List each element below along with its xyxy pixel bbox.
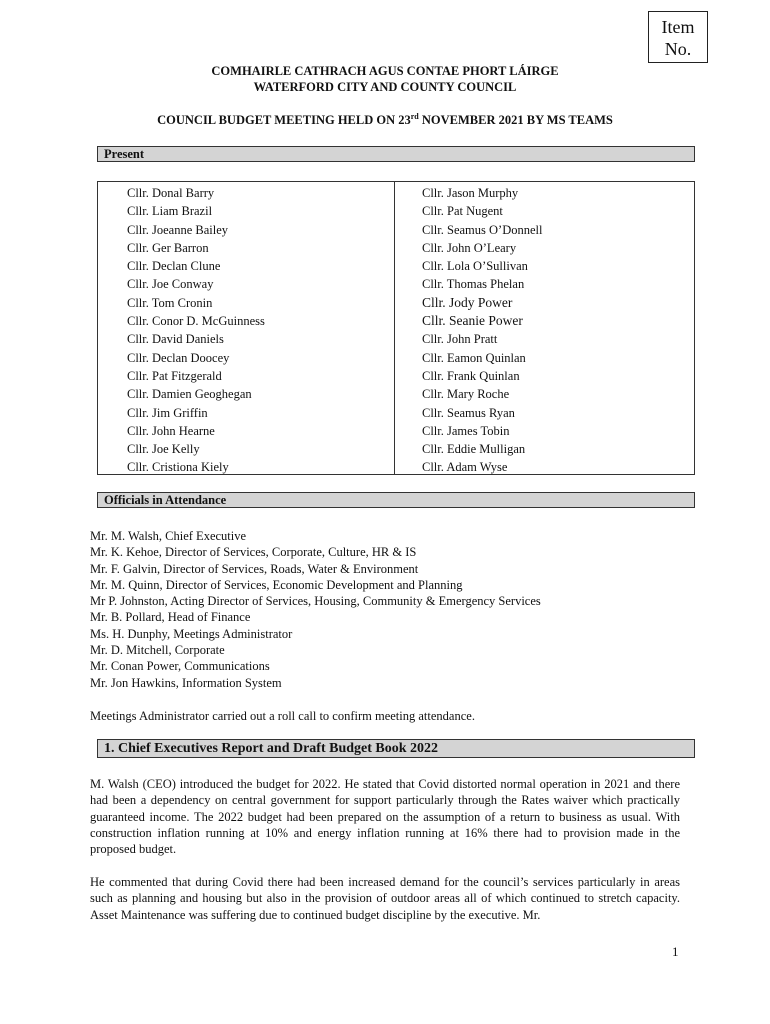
section-1-paragraph-1: M. Walsh (CEO) introduced the budget for 2022. He stated that Covid distorted normal operation in 2021 and there had been a dependency on central government for support particularly through the Rates waiver which practically guaranteed income. The 2022 budget had been prepared on the assumption of a return to business as usual. With construction inflation running at 10% and energy inflation running at 16% there had to provision made in the proposed budget. bbox=[90, 777, 680, 857]
council-irish-name: COMHAIRLE CATHRACH AGUS CONTAE PHORT LÁIRGE bbox=[211, 64, 559, 78]
meeting-title bbox=[0, 112, 770, 128]
column-divider bbox=[394, 182, 395, 474]
attendee: Cllr. Jody Power bbox=[422, 294, 513, 310]
official: Mr. K. Kehoe, Director of Services, Corporate, Culture, HR & IS bbox=[90, 545, 417, 560]
attendee: Cllr. John Pratt bbox=[422, 332, 498, 347]
attendee: Cllr. Eamon Quinlan bbox=[422, 350, 526, 365]
attendee: Cllr. John O’Leary bbox=[422, 240, 517, 255]
attendee: Cllr. Donal Barry bbox=[127, 186, 215, 200]
item-label: Item bbox=[661, 17, 695, 37]
page-number: 1 bbox=[672, 944, 679, 959]
attendee: Cllr. Joe Kelly bbox=[127, 442, 200, 457]
attendee: Cllr. Cristiona Kiely bbox=[127, 460, 229, 475]
official: Mr. M. Quinn, Director of Services, Economic Development and Planning bbox=[90, 577, 463, 592]
section-1-paragraph-2: He commented that during Covid there had been increased demand for the council’s services particularly in areas such as planning and housing but also in the provision of outdoor areas all of which continued to stretch capacity. Asset Maintenance was suffering due to continued budget discipline by the executive. Mr. bbox=[90, 875, 680, 922]
section-1-heading: 1. Chief Executives Report and Draft Budget Book 2022 bbox=[97, 739, 695, 758]
item-number-box bbox=[648, 11, 708, 63]
officials-list bbox=[90, 528, 541, 691]
attendee: Cllr. Conor D. McGuinness bbox=[127, 314, 265, 329]
present-heading: Present bbox=[97, 146, 695, 162]
attendee: Cllr. Joe Conway bbox=[127, 277, 214, 292]
attendee: Cllr. Lola O’Sullivan bbox=[422, 259, 528, 274]
official: Ms. H. Dunphy, Meetings Administrator bbox=[90, 626, 293, 641]
officials-heading: Officials in Attendance bbox=[97, 492, 695, 508]
attendee: Cllr. Mary Roche bbox=[422, 387, 510, 402]
attendee: Cllr. Adam Wyse bbox=[422, 460, 508, 475]
official: Mr. B. Pollard, Head of Finance bbox=[90, 610, 251, 625]
official: Mr. Jon Hawkins, Information System bbox=[90, 675, 282, 690]
official: Mr P. Johnston, Acting Director of Services, Housing, Community & Emergency Services bbox=[90, 594, 541, 609]
attendee: Cllr. Pat Fitzgerald bbox=[127, 368, 222, 383]
attendees-right-column bbox=[422, 184, 542, 477]
attendee: Cllr. Joeanne Bailey bbox=[127, 222, 229, 237]
attendee: Cllr. John Hearne bbox=[127, 423, 215, 438]
meeting-title-pre: COUNCIL BUDGET MEETING HELD ON 23 bbox=[157, 113, 411, 128]
attendee: Cllr. James Tobin bbox=[422, 423, 510, 438]
attendees-table bbox=[97, 181, 695, 475]
attendee: Cllr. Ger Barron bbox=[127, 240, 209, 255]
attendee: Cllr. Seanie Power bbox=[422, 313, 523, 329]
attendee: Cllr. Seamus Ryan bbox=[422, 405, 515, 420]
number-label: No. bbox=[664, 39, 692, 59]
attendee: Cllr. David Daniels bbox=[127, 332, 224, 347]
official: Mr. F. Galvin, Director of Services, Roads, Water & Environment bbox=[90, 561, 419, 576]
attendee: Cllr. Frank Quinlan bbox=[422, 368, 520, 383]
attendee: Cllr. Seamus O’Donnell bbox=[422, 222, 543, 237]
official: Mr. M. Walsh, Chief Executive bbox=[90, 529, 247, 543]
roll-call-note: Meetings Administrator carried out a roll call to confirm meeting attendance. bbox=[90, 709, 475, 723]
attendee: Cllr. Eddie Mulligan bbox=[422, 442, 526, 457]
meeting-title-post: NOVEMBER 2021 BY MS TEAMS bbox=[418, 113, 613, 128]
attendee: Cllr. Damien Geoghegan bbox=[127, 387, 252, 402]
attendee: Cllr. Pat Nugent bbox=[422, 204, 503, 219]
official: Mr. Conan Power, Communications bbox=[90, 659, 270, 674]
council-english-name: WATERFORD CITY AND COUNTY COUNCIL bbox=[253, 80, 517, 94]
meeting-title-sup: rd bbox=[410, 112, 419, 121]
attendee: Cllr. Tom Cronin bbox=[127, 295, 213, 310]
attendee: Cllr. Thomas Phelan bbox=[422, 277, 525, 292]
attendee: Cllr. Declan Clune bbox=[127, 259, 221, 274]
attendee: Cllr. Jim Griffin bbox=[127, 405, 208, 420]
attendee: Cllr. Jason Murphy bbox=[422, 186, 519, 200]
attendees-left-column bbox=[127, 184, 265, 477]
attendee: Cllr. Declan Doocey bbox=[127, 350, 230, 365]
attendee: Cllr. Liam Brazil bbox=[127, 204, 213, 219]
official: Mr. D. Mitchell, Corporate bbox=[90, 643, 225, 658]
